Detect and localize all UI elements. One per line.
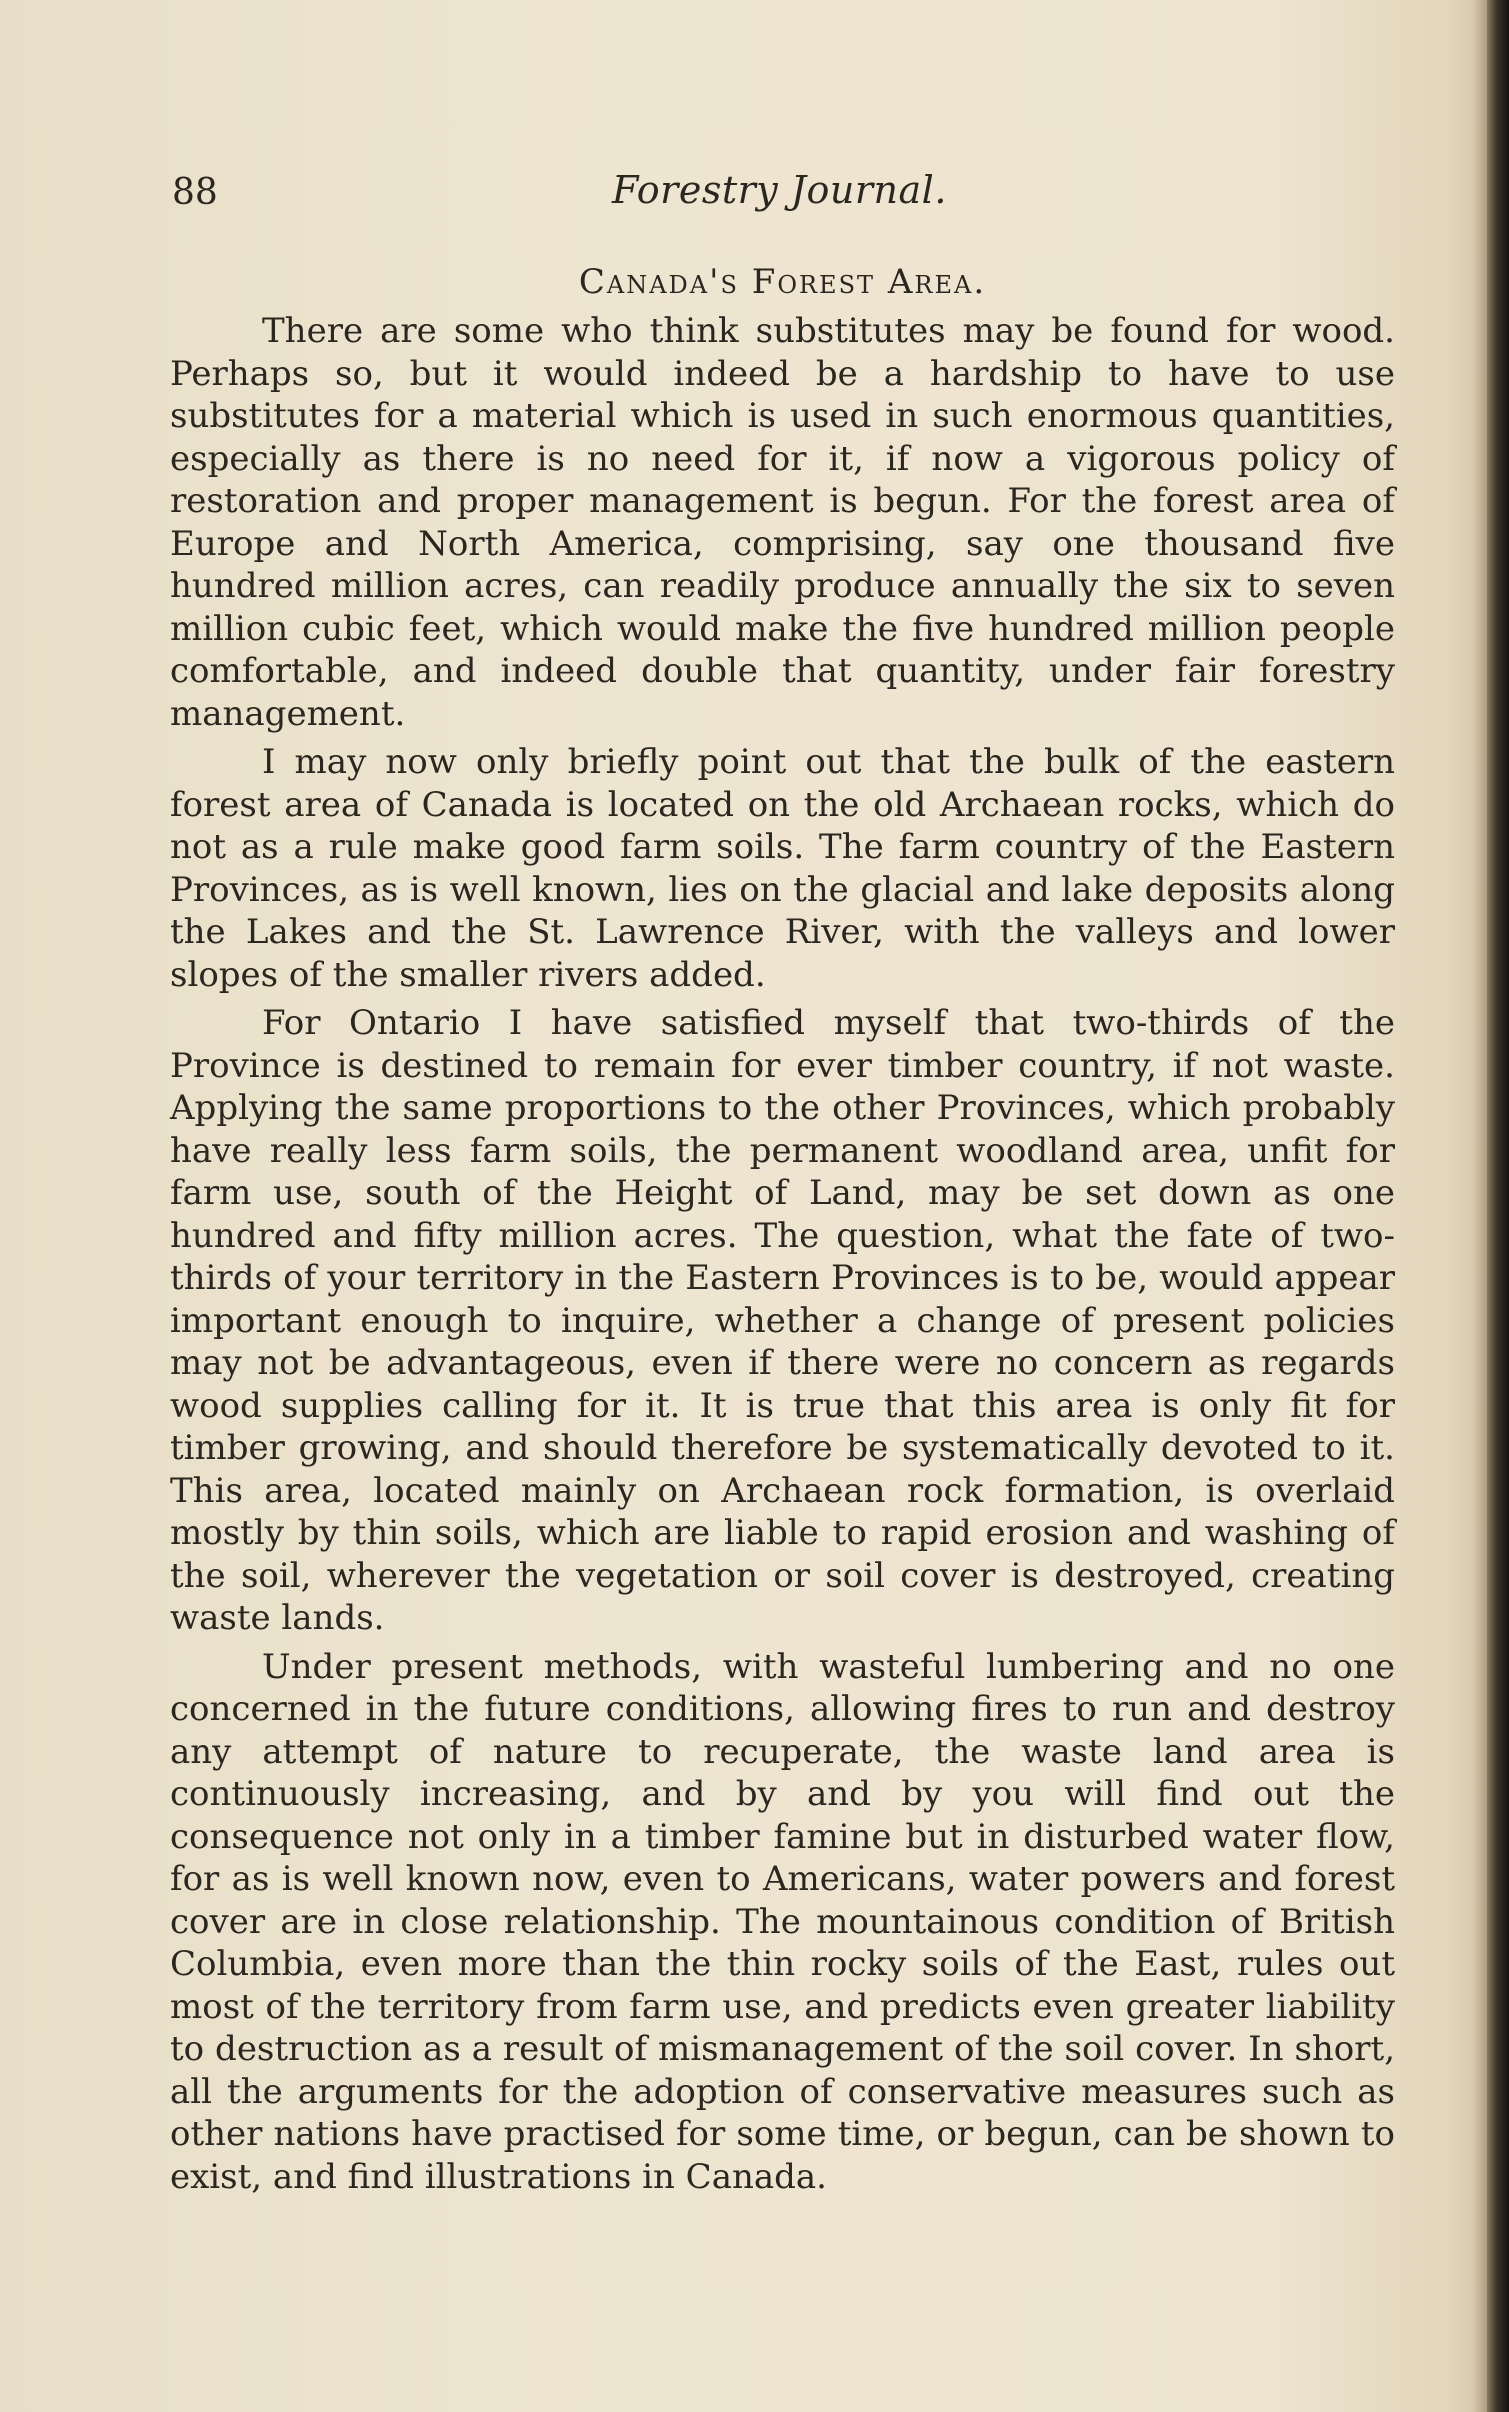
article-body: [170, 310, 1395, 2204]
paragraph-2: I may now only briefly point out that the bulk of the eastern forest area of Canada is located on the old Archaean rocks, which do not as a rule make good farm soils. The farm country of the Eastern Provinces, as is well known, lies on the glacial and lake deposits along the Lakes and the St. Lawrence River, with the valleys and lower slopes of the smaller rivers added.: [170, 742, 1395, 995]
page-gutter-shadow: [1473, 0, 1487, 2412]
paragraph-3: For Ontario I have satisfied myself that two-thirds of the Province is destined to remain for ever timber country, if not waste. Applying the same proportions to the other Provinces, which probably have really less farm soils, the permanent woodland area, unfit for farm use, south of the Height of Land, may be set down as one hundred and fifty million acres. The question, what the fate of two-thirds of your territory in the Eastern Provinces is to be, would appear important enough to inquire, whether a change of present policies may not be advantageous, even if there were no concern as regards wood supplies calling for it. It is true that this area is only fit for timber growing, and should therefore be systematically devoted to it. This area, located mainly on Archaean rock formation, is overlaid mostly by thin soils, which are liable to rapid erosion and washing of the soil, wherever the vegetation or soil cover is destroyed, creating waste lands.: [170, 1003, 1395, 1638]
article-title: Canada's Forest Area.: [578, 262, 987, 302]
journal-title: Forestry Journal.: [612, 168, 947, 212]
book-spine: [1487, 0, 1509, 2412]
page-number: 88: [172, 172, 218, 213]
running-header: [172, 168, 1372, 228]
paragraph-1: There are some who think substitutes may be found for wood. Perhaps so, but it would indeed be a hardship to have to use substitutes for a material which is used in such enormous quantities, especially as there is no need for it, if now a vigorous policy of restoration and proper management is begun. For the forest area of Europe and North America, comprising, say one thousand five hundred million acres, can readily produce annually the six to seven million cubic feet, which would make the five hundred million people comfortable, and indeed double that quantity, under fair forestry management.: [170, 311, 1395, 734]
paragraph-4: Under present methods, with wasteful lumbering and no one concerned in the future conditions, allowing fires to run and destroy any attempt of nature to recuperate, the waste land area is continuously increasing, and by and by you will find out the consequence not only in a timber famine but in disturbed water flow, for as is well known now, even to Americans, water powers and forest cover are in close relationship. The mountainous condition of British Columbia, even more than the thin rocky soils of the East, rules out most of the territory from farm use, and predicts even greater liability to destruction as a result of mismanagement of the soil cover. In short, all the arguments for the adoption of conservative measures such as other nations have practised for some time, or begun, can be shown to exist, and find illustrations in Canada.: [170, 1646, 1395, 2197]
